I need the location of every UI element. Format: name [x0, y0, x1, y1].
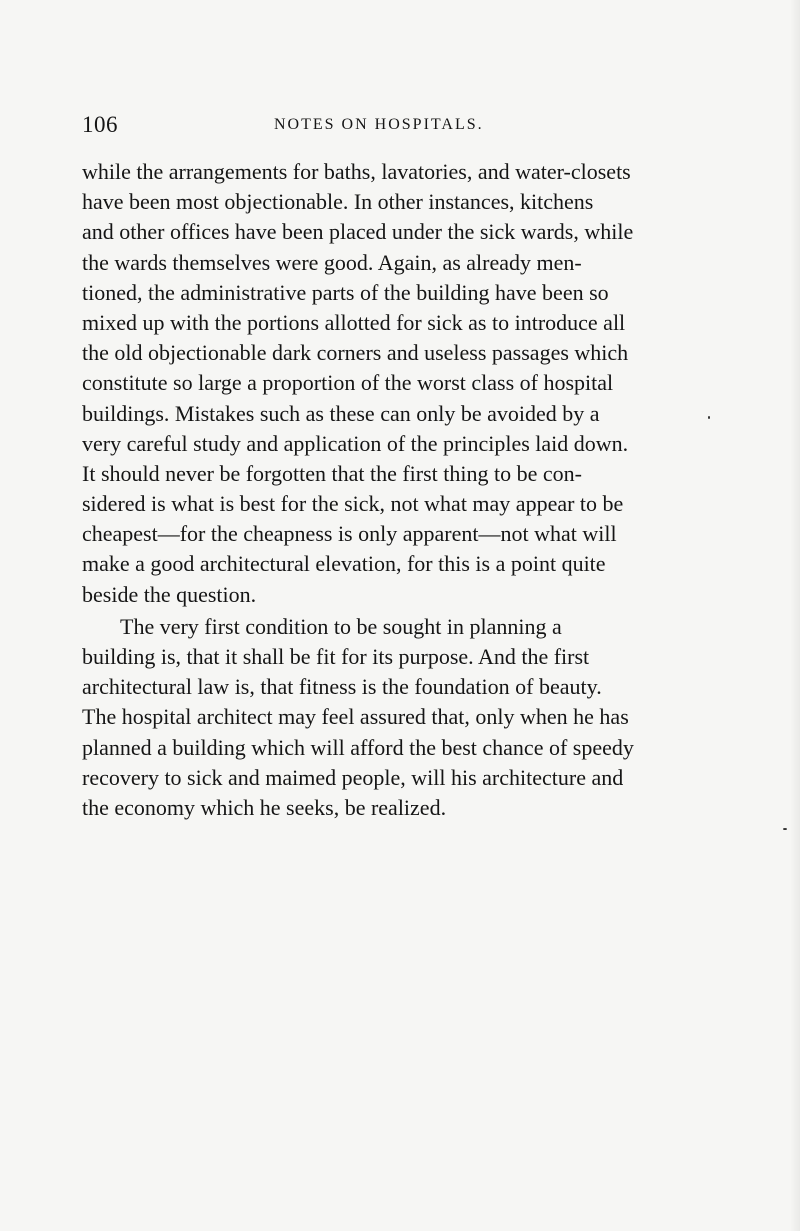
paragraph	[82, 612, 682, 823]
body-text	[82, 157, 682, 823]
page-edge-shadow	[790, 0, 800, 1231]
text-line: the wards themselves were good. Again, as already men-	[82, 249, 582, 275]
text-line: beside the question.	[82, 581, 257, 607]
text-line: sidered is what is best for the sick, not what may appear to be	[82, 491, 624, 517]
text-line: It should never be forgotten that the first thing to be con-	[82, 460, 582, 486]
text-line: mixed up with the portions allotted for sick as to introduce all	[82, 309, 626, 335]
paragraph	[82, 157, 682, 610]
text-line: have been most objectionable. In other instances, kitchens	[82, 189, 594, 215]
paper-speck	[783, 828, 787, 830]
text-line: architectural law is, that fitness is the foundation of beauty.	[82, 674, 602, 700]
running-head	[82, 112, 502, 138]
text-line: the old objectionable dark corners and useless passages which	[82, 340, 629, 366]
text-line: buildings. Mistakes such as these can only be avoided by a	[82, 400, 600, 426]
text-line: planned a building which will afford the best chance of speedy	[82, 734, 634, 760]
text-line: recovery to sick and maimed people, will his architecture and	[82, 764, 624, 790]
text-line: tioned, the administrative parts of the building have been so	[82, 279, 609, 305]
page-number: 106	[82, 112, 118, 137]
running-title: NOTES ON HOSPITALS.	[274, 116, 484, 133]
text-line: make a good architectural elevation, for this is a point quite	[82, 551, 606, 577]
text-line: The hospital architect may feel assured that, only when he has	[82, 704, 629, 730]
text-line: building is, that it shall be fit for its purpose. And the first	[82, 644, 590, 669]
text-line: the economy which he seeks, be realized.	[82, 794, 447, 820]
text-line: while the arrangements for baths, lavatories, and water-closets	[82, 159, 631, 184]
text-line: very careful study and application of the principles laid down.	[82, 430, 629, 456]
text-line: cheapest—for the cheapness is only apparent—not what will	[82, 521, 617, 547]
text-line: constitute so large a proportion of the worst class of hospital	[82, 370, 614, 396]
text-line: The very first condition to be sought in planning a	[120, 613, 562, 639]
paper-speck	[708, 416, 710, 419]
text-line: and other offices have been placed under the sick wards, while	[82, 219, 634, 245]
